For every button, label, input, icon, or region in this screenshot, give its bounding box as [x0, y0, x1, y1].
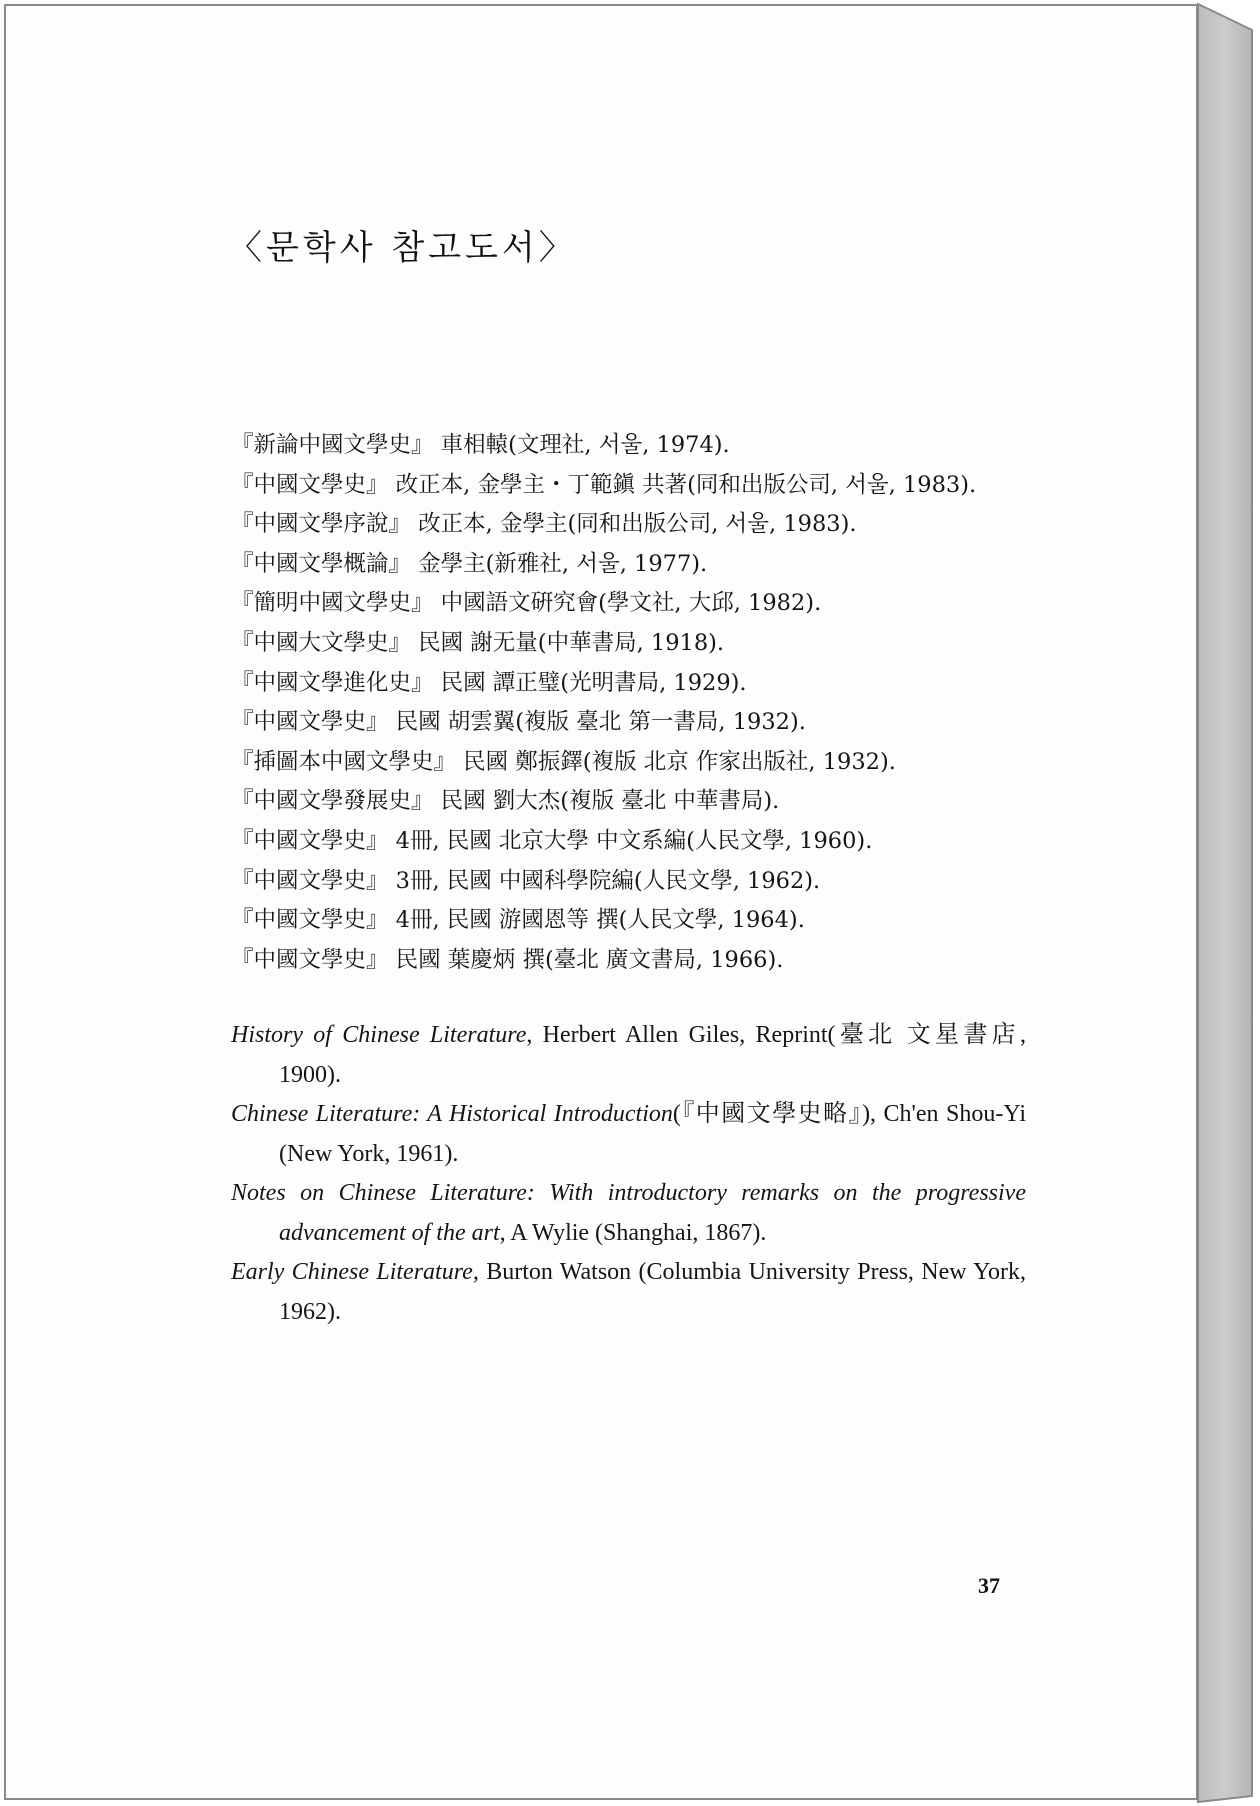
list-item: [231, 1174, 1026, 1253]
list-item: 『中國文學序說』 改正本, 金學主(同和出版公司, 서울, 1983).: [231, 511, 857, 538]
reference-title: Chinese Literature: A Historical Introduction: [231, 1101, 673, 1127]
page-number: 37: [978, 1573, 1000, 1598]
reference-details: , A Wylie (Shanghai, 1867).: [499, 1219, 767, 1246]
list-item: [231, 1095, 1026, 1174]
list-item: [231, 1016, 1026, 1095]
list-item: 『中國文學進化史』 民國 譚正璧(光明書局, 1929).: [231, 669, 747, 696]
list-item: 『新論中國文學史』 車相轅(文理社, 서울, 1974).: [231, 432, 730, 458]
list-item: 『中國文學史』 民國 葉慶炳 撰(臺北 廣文書局, 1966).: [231, 946, 784, 973]
reference-title: Early Chinese Literature,: [231, 1259, 479, 1285]
reference-title: History of Chinese Literature: [231, 1022, 527, 1048]
list-item: 『簡明中國文學史』 中國語文硏究會(學文社, 大邱, 1982).: [231, 590, 822, 617]
list-item: 『中國文學史』 民國 胡雲翼(複版 臺北 第一書局, 1932).: [231, 709, 806, 736]
list-item: 『中國文學發展史』 民國 劉大杰(複版 臺北 中華書局).: [231, 788, 780, 815]
reference-details: Burton Watson (Columbia University Press, New York, 1962).: [279, 1259, 1027, 1325]
korean-reference-list: [231, 426, 1051, 980]
reference-details: , Herbert Allen Giles, Reprint(臺北 文星書店, 1900).: [279, 1022, 1026, 1088]
list-item: 『中國文學史』 改正本, 金學主・丁範鎭 共著(同和出版公司, 서울, 1983).: [231, 471, 977, 498]
list-item: 『中國文學史』 3冊, 民國 中國科學院編(人民文學, 1962).: [231, 867, 821, 894]
reference-title: Notes on Chinese Literature: With introductory remarks on the progressive advancement of the art: [231, 1180, 1026, 1246]
list-item: 『中國文學概論』 金學主(新雅社, 서울, 1977).: [231, 550, 708, 577]
list-item: 『中國文學史』 4冊, 民國 北京大學 中文系編(人民文學, 1960).: [231, 827, 873, 854]
book-page: [4, 4, 1198, 1800]
list-item: 『揷圖本中國文學史』 民國 鄭振鐸(複版 北京 作家出版社, 1932).: [231, 748, 896, 775]
reference-details: (『中國文學史略』), Ch'en Shou-Yi (New York, 1961).: [279, 1101, 1026, 1167]
list-item: 『中國大文學史』 民國 謝无量(中華書局, 1918).: [231, 629, 725, 656]
western-reference-list: [231, 1016, 1026, 1332]
section-title: 〈문학사 참고도서〉: [228, 228, 577, 268]
list-item: 『中國文學史』 4冊, 民國 游國恩等 撰(人民文學, 1964).: [231, 907, 805, 934]
list-item: [231, 1253, 1026, 1332]
